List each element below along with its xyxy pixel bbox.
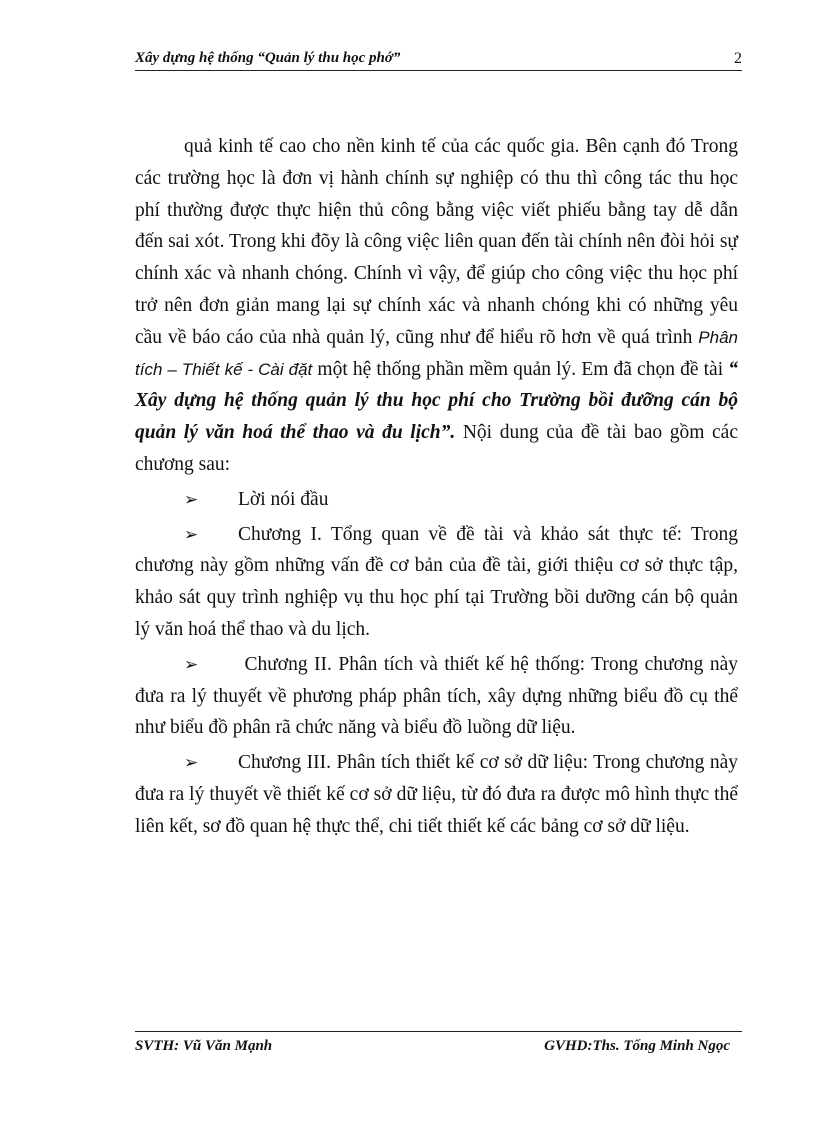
arrow-bullet-icon: ➢ — [184, 524, 199, 544]
thesis-title: “ Xây dựng hệ thống quản lý thu học phí cho Trường bồi đưỡng cán bộ quản lý văn hoá thể thao và đu lịch”. — [135, 358, 738, 444]
footer-advisor: GVHD:Ths. Tống Minh Ngọc — [544, 1038, 730, 1054]
intro-text-2: một hệ thống phần mềm quản lý. Em đã chọn đề tài — [312, 358, 729, 380]
intro-text-3: Nội dung của đề tài bao gồm các chương sau: — [135, 422, 738, 475]
document-body — [135, 131, 738, 843]
page-header — [135, 48, 742, 71]
arrow-bullet-icon: ➢ — [184, 753, 199, 773]
page-number: 2 — [734, 50, 742, 67]
arrow-bullet-icon: ➢ — [184, 489, 199, 509]
bullet-text: Chương II. Phân tích và thiết kế hệ thống: Trong chương này đưa ra lý thuyết về phương pháp phân tích, xây dựng những biểu đồ cụ thể như biểu đồ phân rã chức năng và biểu đồ luồng dữ liệu. — [135, 653, 738, 739]
bullet-item — [135, 484, 738, 516]
arrow-bullet-icon: ➢ — [184, 654, 199, 674]
bullet-item — [135, 747, 738, 842]
intro-text-1: quả kinh tế cao cho nền kinh tế của các quốc gia. Bên cạnh đó Trong các trường học là đơn vị hành chính sự nghiệp có thu thì công tác thu học phí thường được thực hiện thủ công bằng việc viết phiếu bằng tay dễ dẫn đến sai xót. Trong khi đõy là công việc liên quan đến tài chính nên đòi hỏi sự chính xác và nhanh chóng. Chính vì vậy, để giúp cho công việc thu học phí trở nên đơn giản mang lại sự chính xác và nhanh chóng khi có những yêu cầu về báo cáo của nhà quản lý, cũng như để hiểu rõ hơn về quá trình — [135, 136, 738, 348]
page-footer — [135, 1031, 742, 1058]
bullet-text: Chương III. Phân tích thiết kế cơ sở dữ liệu: Trong chương này đưa ra lý thuyết về thiết kế cơ sở dữ liệu, từ đó đưa ra được mô hình thực thể liên kết, sơ đồ quan hệ thực thể, chi tiết thiết kế các bảng cơ sở dữ liệu. — [135, 752, 738, 837]
footer-student: SVTH: Vũ Văn Mạnh — [135, 1038, 273, 1054]
bullet-item — [135, 519, 738, 646]
intro-paragraph — [135, 131, 738, 481]
intro-italic-phrase: Phân tích – Thiết kế - Cài đặt — [135, 327, 738, 379]
header-title: Xây dựng hệ thống “Quản lý thu học phớ” — [135, 50, 401, 66]
bullet-text: Lời nói đầu — [238, 488, 329, 510]
bullet-item — [135, 649, 738, 744]
bullet-text: Chương I. Tổng quan về đề tài và khảo sát thực tế: Trong chương này gồm những vấn đề cơ bản của đề tài, giới thiệu cơ sở thực tập, khảo sát quy trình nghiệp vụ thu học phí tại Trường bồi dưỡng cán bộ quản lý văn hoá thể thao và du lịch. — [135, 523, 738, 640]
